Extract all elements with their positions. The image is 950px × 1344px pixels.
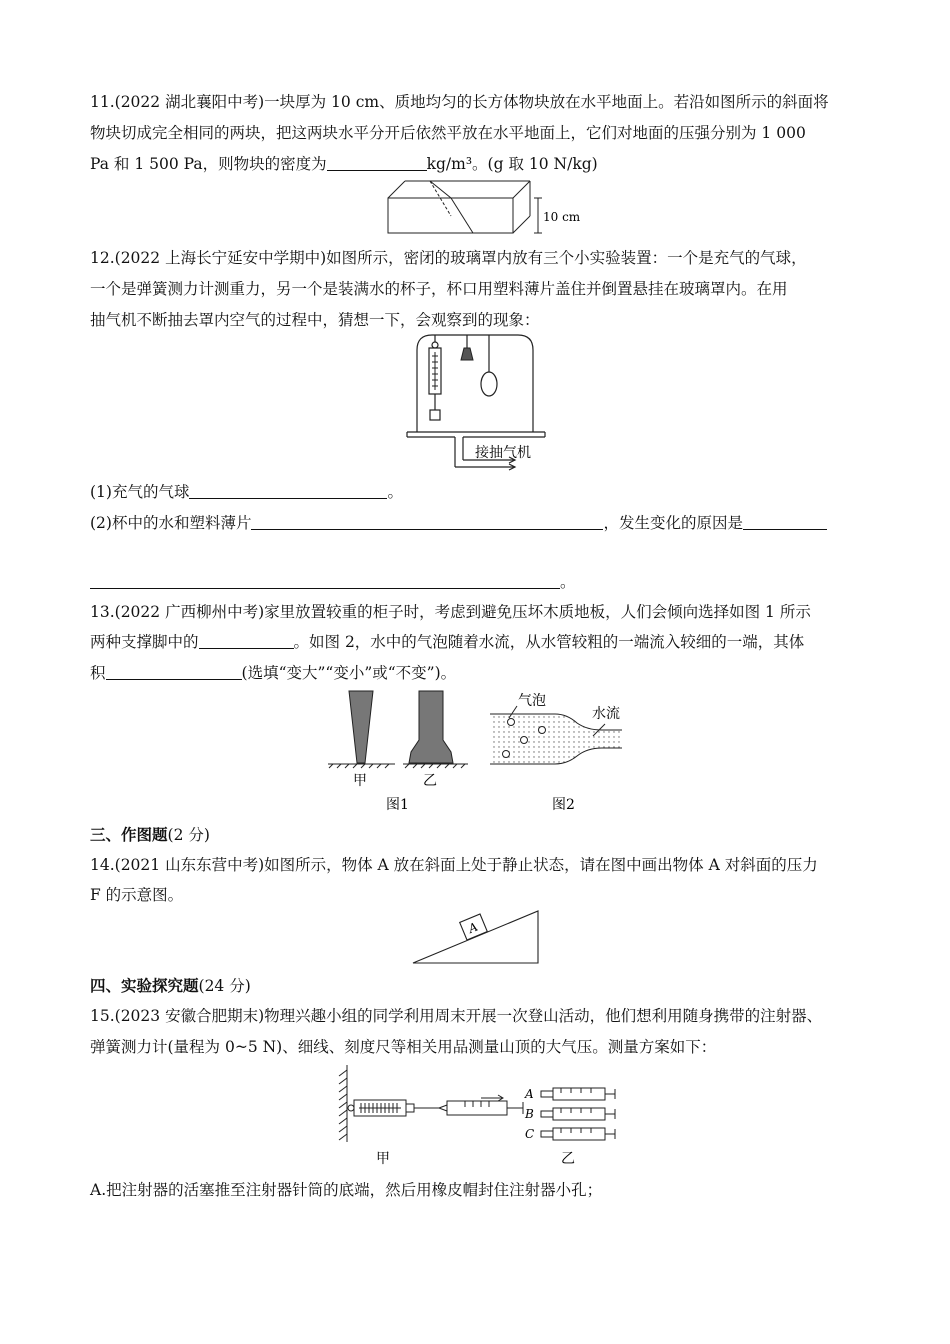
q13-text-b: 。如图 2，水中的气泡随着水流，从水管较粗的一端流入较细的一端，其体: [293, 633, 805, 651]
q13-text-c: 积: [90, 664, 106, 682]
q12-sub1-end: 。: [387, 483, 403, 501]
q11-answer-blank[interactable]: [327, 154, 427, 171]
q15-syringe-b: B: [525, 1107, 534, 1121]
q12-sub2-blank-2[interactable]: [743, 513, 827, 530]
q13-fig2-water-pipe: [487, 690, 632, 818]
q11-line2: 物块切成完全相同的两块，把这两块水平分开后依然平放在水平地面上，它们对地面的压强分别为 1 000: [90, 124, 806, 142]
q15-line2: 弹簧测力计(量程为 0~5 N)、细线、刻度尺等相关用品测量山顶的大气压。测量方案如下：: [90, 1038, 717, 1056]
q13-line3: [90, 663, 456, 683]
section-3-score: (2 分): [167, 826, 210, 844]
q11-text-b: kg/m³。(g 取 10 N/kg): [426, 155, 598, 173]
q12-sub1: [90, 482, 403, 502]
section-4-title: 四、实验探究题: [90, 976, 199, 995]
q15-label-yi: 乙: [561, 1151, 575, 1167]
q12-sub1-text: (1)充气的气球: [90, 483, 190, 501]
section-4-heading: [90, 976, 251, 996]
q13-line1: 13.(2022 广西柳州中考)家里放置较重的柜子时，考虑到避免压坏木质地板，人们会倾向选择如图 1 所示: [90, 603, 811, 621]
section-3-title: 三、作图题: [90, 825, 168, 844]
q12-sub1-blank[interactable]: [189, 482, 387, 499]
q13-text-d: (选填“变大”“变小”或“不变”)。: [241, 664, 457, 682]
q13-blank-1[interactable]: [199, 632, 294, 649]
q13-flow-label: 水流: [592, 706, 620, 722]
q13-bubble-label: 气泡: [518, 693, 546, 709]
q12-sub2-blank-1[interactable]: [251, 513, 603, 530]
q11-text-a: Pa 和 1 500 Pa，则物块的密度为: [90, 155, 327, 173]
q15-line1: 15.(2023 安徽合肥期末)物理兴趣小组的同学利用周末开展一次登山活动，他们想利用随身携带的注射器、: [90, 1007, 823, 1025]
section-3-heading: [90, 825, 210, 845]
q14-line1: 14.(2021 山东东营中考)如图所示，物体 A 放在斜面上处于静止状态，请在图中画出物体 A 对斜面的压力: [90, 856, 818, 874]
q13-text-a: 两种支撑脚中的: [90, 633, 199, 651]
q13-line2: [90, 632, 804, 652]
q14-line2: F 的示意图。: [90, 886, 184, 904]
q13-caption-fig1: 图1: [386, 797, 409, 813]
q14-incline-figure: [410, 908, 545, 968]
q15-syringe-c: C: [525, 1127, 535, 1141]
q15-label-jia: 甲: [376, 1151, 390, 1167]
q12-sub2-end: 。: [560, 573, 576, 591]
q13-caption-fig2: 图2: [552, 797, 575, 813]
q12-line1: 12.(2022 上海长宁延安中学期中)如图所示，密闭的玻璃罩内放有三个小实验装置：一个是充气的气球，: [90, 249, 807, 267]
q12-line3: 抽气机不断抽去罩内空气的过程中，猜想一下，会观察到的现象：: [90, 311, 540, 329]
q13-fig1-support-feet: [325, 688, 470, 818]
q12-sub2-reason: ，发生变化的原因是: [603, 514, 743, 532]
q14-block-label: A: [466, 919, 480, 936]
q12-bell-jar-figure: [405, 330, 555, 470]
q11-block-figure: [385, 178, 581, 238]
q12-sub2-blank-3[interactable]: [90, 572, 560, 589]
q11-line3: [90, 154, 598, 174]
q11-line1: 11.(2022 湖北襄阳中考)一块厚为 10 cm、质地均匀的长方体物块放在水平地面上。若沿如图所示的斜面将: [90, 93, 829, 111]
q12-pump-label: 接抽气机: [475, 445, 531, 461]
section-4-score: (24 分): [198, 977, 251, 995]
q12-sub2-cont: [90, 572, 576, 592]
q12-sub2-text: (2)杯中的水和塑料薄片: [90, 514, 252, 532]
q13-label-jia: 甲: [353, 773, 367, 789]
q12-line2: 一个是弹簧测力计测重力，另一个是装满水的杯子，杯口用塑料薄片盖住并倒置悬挂在玻璃罩内。在用: [90, 280, 788, 298]
q15-step-a: A.把注射器的活塞推至注射器针筒的底端，然后用橡皮帽封住注射器小孔；: [90, 1181, 603, 1199]
q12-sub2: [90, 513, 827, 533]
q15-syringe-a: A: [525, 1087, 534, 1101]
q13-blank-2[interactable]: [106, 663, 242, 680]
q15-syringe-figure: [335, 1062, 620, 1172]
q13-label-yi: 乙: [423, 773, 437, 789]
q11-thickness-label: 10 cm: [543, 210, 581, 224]
